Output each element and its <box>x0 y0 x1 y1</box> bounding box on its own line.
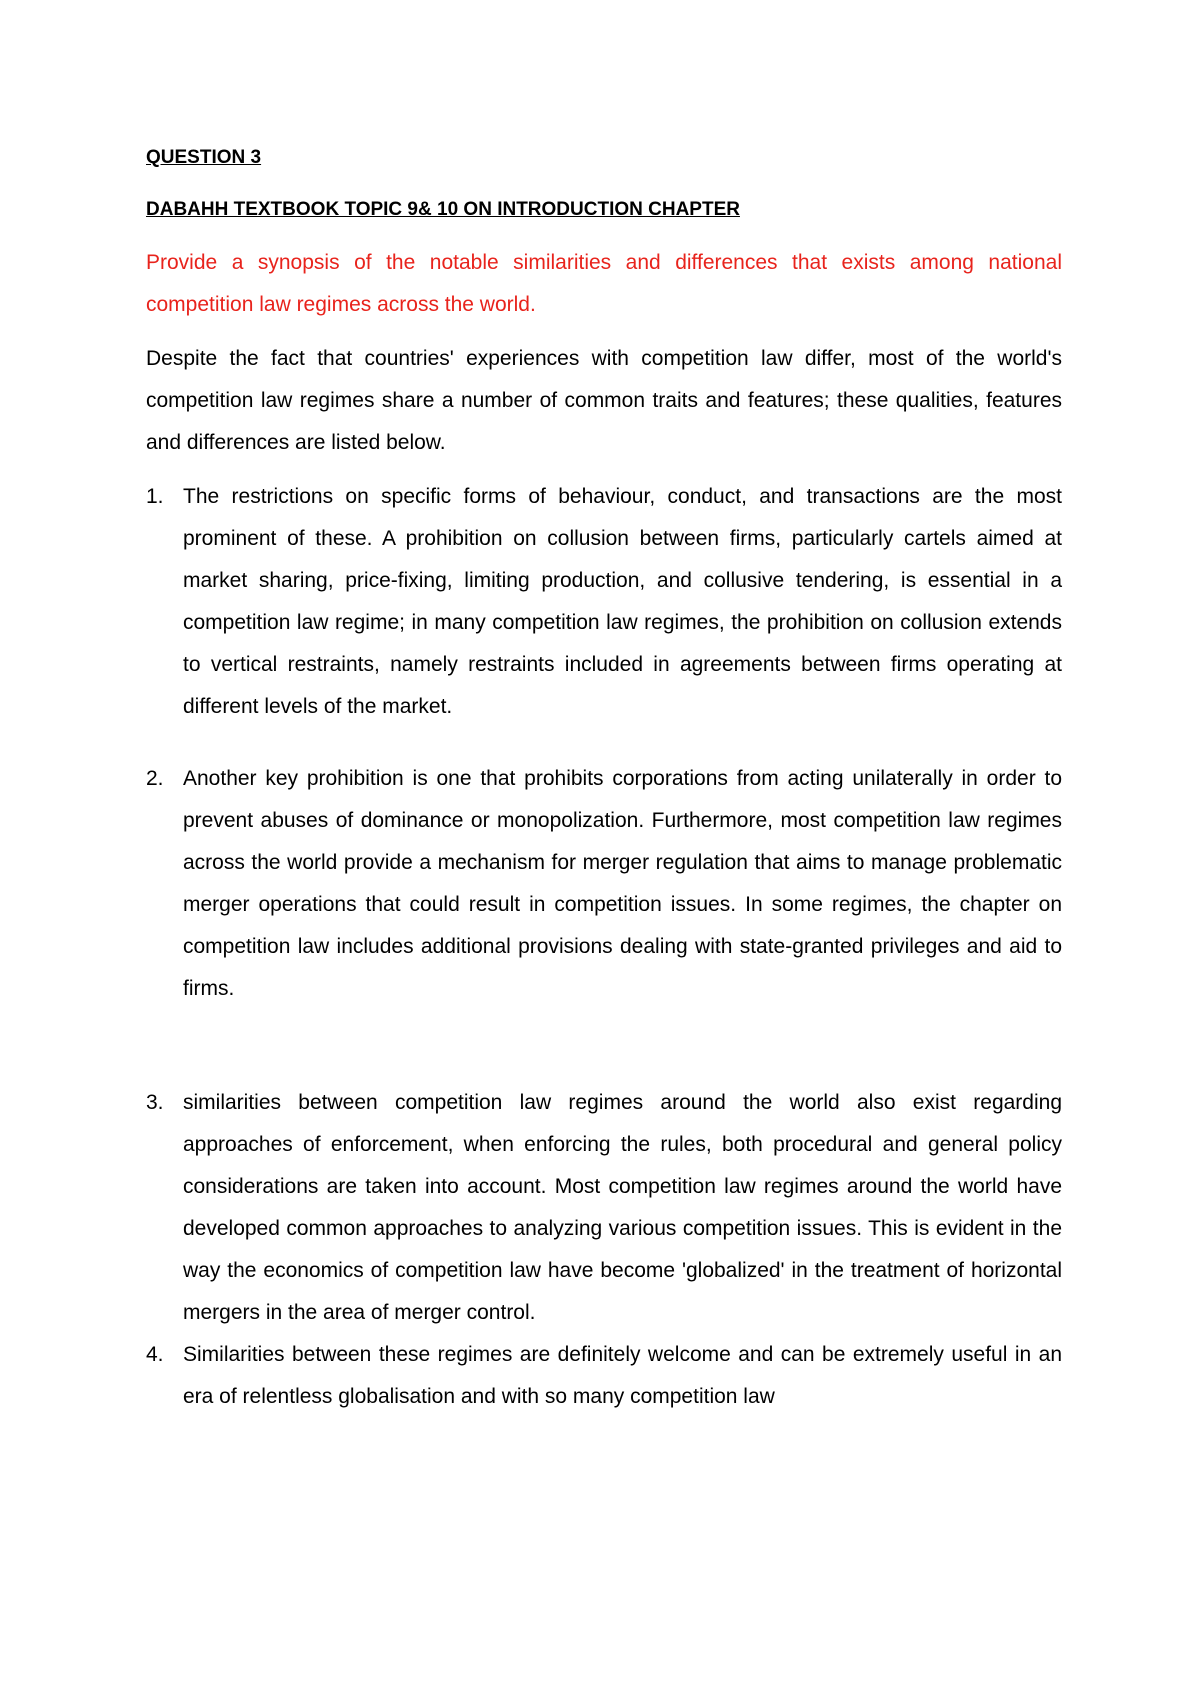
list-item-number: 1. <box>146 485 164 508</box>
list-item-number: 2. <box>146 767 164 790</box>
question-label: QUESTION 3 <box>146 147 262 168</box>
list-item <box>146 1082 1062 1334</box>
list-item-text: Similarities between these regimes are definitely welcome and can be extremely useful in an era of relentless globalisation and with so many competition law <box>183 1343 1062 1408</box>
list-item-text: The restrictions on specific forms of behaviour, conduct, and transactions are the most prominent of these. A prohibition on collusion between firms, particularly cartels aimed at market sharing, price-fixing, limiting production, and collusive tendering, is essential in a competition law regime; in many competition law regimes, the prohibition on collusion extends to vertical restraints, namely restraints included in agreements between firms operating at different levels of the market. <box>183 485 1062 718</box>
numbered-list <box>146 476 1062 1418</box>
list-item <box>146 1334 1062 1418</box>
list-item-text: similarities between competition law regimes around the world also exist regarding approaches of enforcement, when enforcing the rules, both procedural and general policy considerations are taken into account. Most competition law regimes around the world have developed common approaches to analyzing various competition issues. This is evident in the way the economics of competition law have become 'globalized' in the treatment of horizontal mergers in the area of merger control. <box>183 1091 1062 1324</box>
list-item-number: 4. <box>146 1343 164 1366</box>
intro-paragraph: Despite the fact that countries' experiences with competition law differ, most of the world's competition law regimes share a number of common traits and features; these qualities, features and differences are listed below. <box>146 347 1062 454</box>
question-prompt: Provide a synopsis of the notable similarities and differences that exists among national competition law regimes across the world. <box>146 251 1062 316</box>
list-item <box>146 476 1062 728</box>
list-item-number: 3. <box>146 1091 164 1114</box>
list-item-text: Another key prohibition is one that prohibits corporations from acting unilaterally in order to prevent abuses of dominance or monopolization. Furthermore, most competition law regimes across the world provide a mechanism for merger regulation that aims to manage problematic merger operations that could result in competition issues. In some regimes, the chapter on competition law includes additional provisions dealing with state-granted privileges and aid to firms. <box>183 767 1062 1000</box>
list-item <box>146 758 1062 1010</box>
topic-heading: DABAHH TEXTBOOK TOPIC 9& 10 ON INTRODUCTION CHAPTER <box>146 199 740 220</box>
